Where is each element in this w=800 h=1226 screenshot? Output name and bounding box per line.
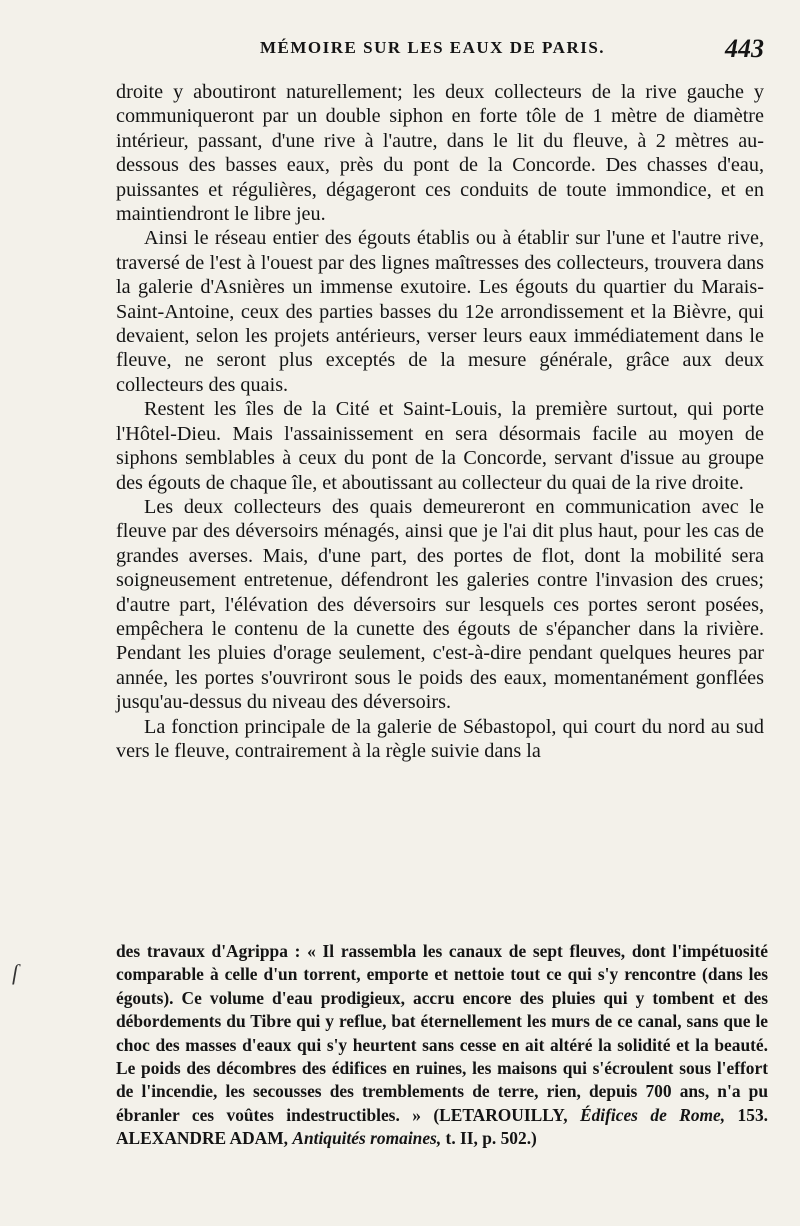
citation-author-1: (LETAROUILLY,: [433, 1104, 568, 1125]
paragraph-4: Les deux collecteurs des quais demeureront en communication avec le fleuve par des déversoirs ménagés, ainsi que je l'ai dit plus haut, pour les cas de grandes averses. Mais, d'une part, des portes de flot, dont la mobilité sera soigneusement entretenue, défendront les galeries contre l'invasion des crues; d'autre part, l'élévation des déversoirs sur lesquels ces portes seront posées, empêchera le contenu de la cunette des égouts de s'épancher dans la rivière. Pendant les pluies d'orage seulement, c'est-à-dire pendant quelques heures par année, les portes s'ouvriront sous le poids des eaux, momentanément gonflées jusqu'au-dessus du niveau des déversoirs.: [116, 495, 764, 714]
footnote-body: des travaux d'Agrippa : « Il rassembla les canaux de sept fleuves, dont l'impétuosité comparable à celle d'un torrent, emporte et nettoie tout ce qui s'y rencontre (dans les égouts). Ce volume d'eau prodigieux, accru encore des pluies qui y tombent et des débordements du Tibre qui y reflue, bat éternellement les murs de ce canal, sans que le choc des masses d'eaux qui s'y heurtent sans cesse en ait altéré la solidité et la beauté. Le poids des décombres des édifices en ruines, les maisons qui s'écroulent sous l'effort de l'incendie, les secousses des tremblements de terre, rien, depuis 700 ans, n'a pu ébranler ces voûtes indestructibles. »: [116, 941, 768, 1125]
paragraph-5: La fonction principale de la galerie de Sébastopol, qui court du nord au sud vers le fleuve, contrairement à la règle suivie dans la: [116, 715, 764, 762]
running-title: MÉMOIRE SUR LES EAUX DE PARIS.: [260, 38, 606, 57]
citation-work-1: Édifices de Rome,: [579, 1104, 726, 1125]
page-number: 443: [725, 34, 764, 63]
footnote-text: [116, 940, 768, 1151]
footnote: [116, 940, 768, 1151]
paragraph-1: droite y aboutiront naturellement; les deux collecteurs de la rive gauche y communiqueront par un double siphon en forte tôle de 1 mètre de diamètre intérieur, passant, d'une rive à l'autre, dans le lit du fleuve, à 2 mètres au-dessous des basses eaux, près du pont de la Concorde. Des chasses d'eau, puissantes et régulières, dégageront ces conduits de toute immondice, et en maintiendront le libre jeu.: [116, 81, 764, 226]
paragraph-3: Restent les îles de la Cité et Saint-Louis, la première surtout, qui porte l'Hôtel-Dieu. Mais l'assainissement en sera désormais facile au moyen de siphons semblables à ceux du pont de la Concorde, servant d'issue au groupe des égouts de chaque île, et aboutissant au collecteur du quai de la rive droite.: [116, 398, 764, 494]
paragraph-2: Ainsi le réseau entier des égouts établis ou à établir sur l'une et l'autre rive, traversé de l'est à l'ouest par des lignes maîtresses des collecteurs, trouvera dans la galerie d'Asnières un immense exutoire. Les égouts du quartier du Marais-Saint-Antoine, ceux des parties basses du 12e arrondissement et la Bièvre, qui devaient, selon les projets antérieurs, verser leurs eaux immédiatement dans le fleuve, ne seront plus exceptés de la mesure générale, grâce aux deux collecteurs des quais.: [116, 227, 764, 396]
page-header: [120, 34, 764, 66]
citation-work-2: Antiquités romaines,: [292, 1128, 442, 1149]
body-text: [116, 80, 764, 763]
citation-ref-2: t. II, p. 502.): [445, 1128, 537, 1149]
citation-author-2: ALEXANDRE ADAM,: [116, 1128, 288, 1149]
citation-ref-1: 153.: [737, 1104, 768, 1125]
margin-mark: ſ: [12, 960, 19, 985]
